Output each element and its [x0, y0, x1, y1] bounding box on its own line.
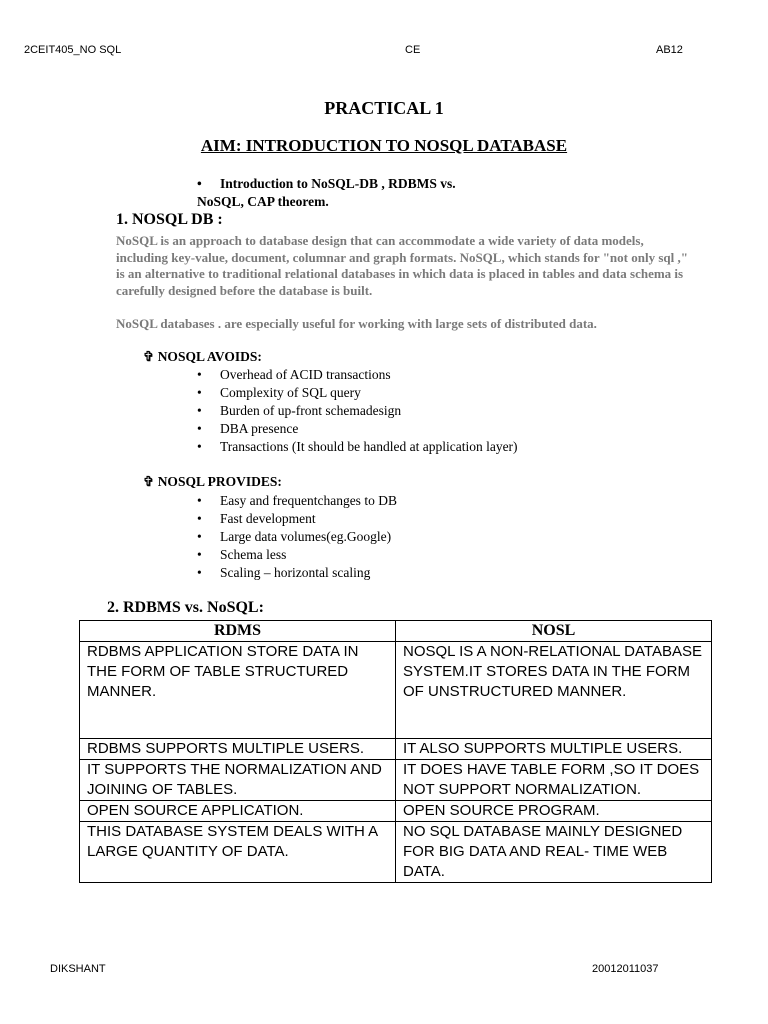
- table-cell-nosql: IT ALSO SUPPORTS MULTIPLE USERS.: [396, 739, 712, 760]
- cross-icon: ✞: [143, 349, 155, 364]
- provides-heading-text: NOSQL PROVIDES:: [157, 474, 282, 489]
- intro-bullet-line1-wrap: [197, 175, 597, 193]
- column-header-rdbms: RDMS: [80, 621, 396, 642]
- list-item: • Fast development: [197, 510, 557, 528]
- list-item: • DBA presence: [197, 420, 557, 438]
- table-row: [80, 760, 712, 801]
- bullet-dot: •: [197, 176, 202, 191]
- table-row: [80, 822, 712, 883]
- intro-bullet: [197, 175, 597, 211]
- table-cell-rdbms: IT SUPPORTS THE NORMALIZATION AND JOINING OF TABLES.: [80, 760, 396, 801]
- aim-heading: [0, 136, 768, 156]
- table-cell-nosql: OPEN SOURCE PROGRAM.: [396, 801, 712, 822]
- table-cell-nosql: NOSQL IS A NON-RELATIONAL DATABASE SYSTEM.IT STORES DATA IN THE FORM OF UNSTRUCTURED MANNER.: [396, 642, 712, 739]
- section1-paragraph2: NoSQL databases . are especially useful for working with large sets of distributed data.: [116, 316, 597, 331]
- avoids-heading-text: NOSQL AVOIDS:: [157, 349, 262, 364]
- intro-bullet-line1: Introduction to NoSQL-DB , RDBMS vs.: [220, 176, 456, 191]
- avoids-heading: [143, 349, 262, 365]
- list-item: • Schema less: [197, 546, 557, 564]
- table-row: [80, 801, 712, 822]
- table-cell-rdbms: RDBMS APPLICATION STORE DATA IN THE FORM OF TABLE STRUCTURED MANNER.: [80, 642, 396, 739]
- header-batch: AB12: [656, 44, 683, 56]
- list-item: • Scaling – horizontal scaling: [197, 564, 557, 582]
- list-item: • Transactions (It should be handled at application layer): [197, 438, 540, 456]
- table-header-row: [80, 621, 712, 642]
- table-row: [80, 739, 712, 760]
- cross-icon: ✞: [143, 474, 155, 489]
- list-item: • Complexity of SQL query: [197, 384, 557, 402]
- section2-heading: 2. RDBMS vs. NoSQL:: [107, 599, 264, 616]
- footer-student-name: DIKSHANT: [50, 963, 106, 975]
- table-cell-rdbms: THIS DATABASE SYSTEM DEALS WITH A LARGE QUANTITY OF DATA.: [80, 822, 396, 883]
- aim-text: AIM: INTRODUCTION TO NOSQL DATABASE: [200, 136, 568, 155]
- section1-heading: 1. NOSQL DB :: [116, 211, 223, 228]
- provides-list: [197, 492, 557, 582]
- table-cell-rdbms: OPEN SOURCE APPLICATION.: [80, 801, 396, 822]
- column-header-nosql: NOSL: [396, 621, 712, 642]
- section1-paragraph1: NoSQL is an approach to database design that can accommodate a wide variety of data models, including key-value, document, columnar and graph formats. NoSQL, which stands for "not only sql ," is an alternative to traditional relational databases in which data is placed in tables and data schema is carefully designed before the database is built.: [116, 233, 688, 299]
- table-cell-nosql: IT DOES HAVE TABLE FORM ,SO IT DOES NOT SUPPORT NORMALIZATION.: [396, 760, 712, 801]
- intro-bullet-line2: NoSQL, CAP theorem.: [197, 194, 329, 209]
- page-title: PRACTICAL 1: [324, 98, 444, 118]
- list-item: • Overhead of ACID transactions: [197, 366, 557, 384]
- list-item: • Easy and frequentchanges to DB: [197, 492, 557, 510]
- avoids-list: [197, 366, 557, 456]
- provides-heading: [143, 474, 282, 490]
- list-item: • Large data volumes(eg.Google): [197, 528, 557, 546]
- comparison-table: [79, 620, 712, 883]
- table-cell-nosql: NO SQL DATABASE MAINLY DESIGNED FOR BIG DATA AND REAL- TIME WEB DATA.: [396, 822, 712, 883]
- table-cell-rdbms: RDBMS SUPPORTS MULTIPLE USERS.: [80, 739, 396, 760]
- header-department: CE: [405, 44, 421, 56]
- footer-enrollment-number: 20012011037: [592, 963, 659, 975]
- list-item: • Burden of up-front schemadesign: [197, 402, 557, 420]
- table-row: [80, 642, 712, 739]
- header-course-code: 2CEIT405_NO SQL: [24, 44, 122, 56]
